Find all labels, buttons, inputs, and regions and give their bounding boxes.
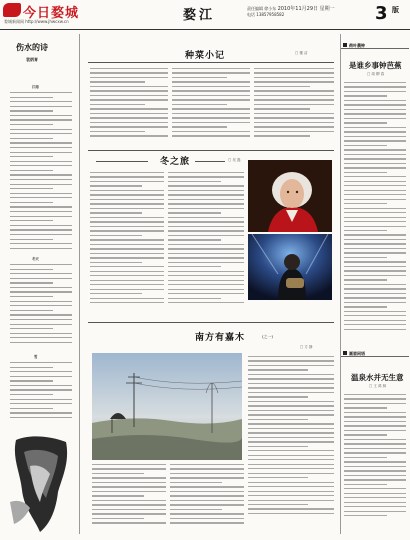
- painted-landscape: [92, 353, 242, 460]
- poem-subtitle-1: 江南: [32, 85, 39, 89]
- column-tag-label: 荷叶晨钟: [349, 42, 365, 48]
- article-1-col-1: [90, 68, 168, 146]
- concert-illustration: [248, 234, 332, 300]
- right-article-body-1: [344, 82, 406, 352]
- editor-line: 责任编辑 徐小东: [247, 6, 277, 11]
- article-1-col-3: [254, 68, 334, 146]
- portrait-illustration: [248, 160, 332, 232]
- column-tag-label: 画眉闲语: [349, 350, 365, 356]
- portrait-photo: [248, 160, 332, 232]
- byline-4: □ 周 柳 春: [367, 72, 385, 76]
- divider: [88, 322, 334, 323]
- poem-body-2: [10, 264, 72, 350]
- divider: [88, 62, 334, 63]
- site-url: 婺城新闻网 http://www.jhwcxw.cn: [4, 19, 69, 24]
- logo-text: 今日婺城: [23, 6, 80, 21]
- article-3-col-right: [248, 356, 334, 534]
- landscape-illustration: [92, 353, 242, 460]
- article-3-subtitle: (之一): [262, 334, 274, 339]
- poem-title: 伤水的诗: [16, 42, 48, 52]
- byline-3: □ 方 静: [300, 345, 313, 349]
- column-tag-1: [341, 42, 409, 49]
- poem-subtitle-2: 冬天: [32, 257, 39, 261]
- phone-line: 电话 13857958582: [247, 12, 285, 17]
- header-meta: [247, 6, 367, 18]
- article-title-zhongcai: 种菜小记: [185, 51, 226, 61]
- page-suffix: 版: [392, 6, 399, 14]
- article-2-col-1: [90, 172, 164, 320]
- poem-body-3: [10, 362, 72, 428]
- byline-5: □ 王 鸿 林: [369, 384, 387, 388]
- newspaper-logo[interactable]: [3, 2, 101, 19]
- masthead: [0, 0, 410, 30]
- poem-body-1: [10, 92, 72, 252]
- concert-photo: [248, 234, 332, 300]
- article-3-col-2: [170, 464, 244, 534]
- article-2-col-2: [168, 172, 244, 320]
- article-3-col-1: [92, 464, 166, 534]
- article-1-col-2: [172, 68, 250, 146]
- logo-icon: [3, 3, 21, 17]
- poem-subtitle-3: 雪: [34, 355, 38, 359]
- right-column: [340, 34, 408, 534]
- poem-column: [4, 34, 80, 534]
- page-number: 3: [375, 3, 388, 24]
- right-article-body-2: [344, 394, 406, 534]
- tag-marker-icon: [343, 351, 347, 355]
- tag-marker-icon: [343, 43, 347, 47]
- byline-2: □ 吴 磊: [228, 158, 241, 162]
- column-tag-2: [341, 350, 409, 357]
- ink-wash-illustration: [10, 432, 76, 534]
- right-article-title-1: 是谁乡事钟芭蕉: [349, 61, 402, 70]
- issue-date: 2010年11月29日 星期一: [277, 6, 335, 12]
- byline-1: □ 楼 洁: [295, 51, 308, 55]
- article-title-nanfang: 南方有嘉木: [195, 333, 246, 343]
- poem-author: 袁炳育: [26, 57, 38, 62]
- section-title: 婺江: [183, 8, 216, 23]
- divider: [88, 150, 334, 151]
- article-title-dongzhi: 冬之旅: [160, 157, 191, 167]
- right-article-title-2: 温泉水并无生意: [351, 373, 404, 382]
